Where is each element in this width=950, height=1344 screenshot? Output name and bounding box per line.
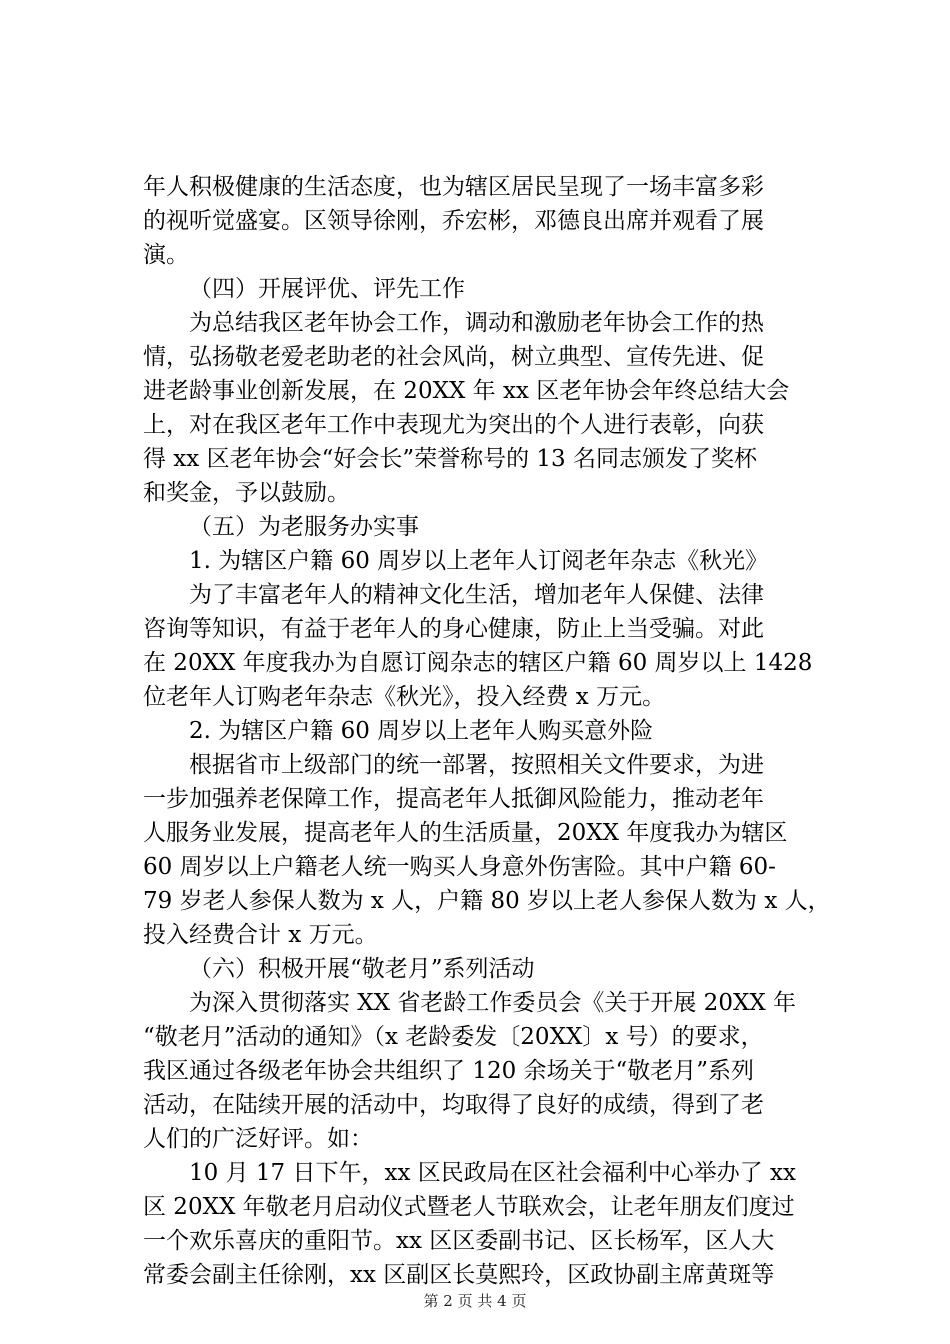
text-line: 为深入贯彻落实 XX 省老龄工作委员会《关于开展 20XX 年 (189, 990, 797, 1016)
text-line: 位老年人订购老年杂志《秋光》，投入经费 x 万元。 (143, 684, 666, 710)
text-line: 人们的广泛好评。如： (143, 1126, 373, 1152)
text-line: 投入经费合计 x 万元。 (143, 922, 378, 948)
text-line: 79 岁老人参保人数为 x 人，户籍 80 岁以上老人参保人数为 x 人， (143, 888, 831, 914)
text-line: 常委会副主任徐刚，xx 区副区长莫熙玲，区政协副主席黄斑等 (143, 1262, 775, 1288)
page-footer: 第 2 页 共 4 页 (423, 1292, 527, 1310)
text-line: 进老龄事业创新发展，在 20XX 年 xx 区老年协会年终总结大会 (143, 378, 790, 404)
subsection-heading: 1. 为辖区户籍 60 周岁以上老年人订阅老年杂志《秋光》 (189, 548, 769, 574)
text-line: 情，弘扬敬老爱老助老的社会风尚，树立典型、宣传先进、促 (143, 344, 764, 370)
text-line: 一个欢乐喜庆的重阳节。xx 区区委副书记、区长杨军，区人大 (143, 1228, 775, 1254)
text-line: 根据省市上级部门的统一部署，按照相关文件要求，为进 (189, 752, 764, 778)
text-line: 10 月 17 日下午，xx 区民政局在区社会福利中心举办了 xx (189, 1160, 796, 1186)
text-line: 咨询等知识，有益于老年人的身心健康，防止上当受骗。对此 (143, 616, 764, 642)
text-line: 为了丰富老年人的精神文化生活，增加老年人保健、法律 (189, 582, 764, 608)
section-heading: （六）积极开展“敬老月”系列活动 (189, 956, 535, 982)
section-heading: （四）开展评优、评先工作 (189, 276, 465, 302)
text-line: 我区通过各级老年协会共组织了 120 余场关于“敬老月”系列 (143, 1058, 755, 1084)
text-line: 一步加强养老保障工作，提高老年人抵御风险能力，推动老年 (143, 786, 764, 812)
text-line: 在 20XX 年度我办为自愿订阅杂志的辖区户籍 60 周岁以上 1428 (143, 650, 813, 676)
text-line: 区 20XX 年敬老月启动仪式暨老人节联欢会，让老年朋友们度过 (143, 1194, 795, 1220)
text-line: 60 周岁以上户籍老人统一购买人身意外伤害险。其中户籍 60- (143, 854, 776, 880)
text-line: 为总结我区老年协会工作，调动和激励老年协会工作的热 (189, 310, 764, 336)
subsection-heading: 2. 为辖区户籍 60 周岁以上老年人购买意外险 (189, 718, 654, 744)
text-line: 演。 (143, 242, 189, 268)
text-line: 和奖金，予以鼓励。 (143, 480, 350, 506)
text-line: 得 xx 区老年协会“好会长”荣誉称号的 13 名同志颁发了奖杯 (143, 446, 757, 472)
text-line: 上，对在我区老年工作中表现尤为突出的个人进行表彰，向获 (143, 412, 764, 438)
section-heading: （五）为老服务办实事 (189, 514, 419, 540)
text-line: 年人积极健康的生活态度，也为辖区居民呈现了一场丰富多彩 (143, 174, 764, 200)
text-line: 活动，在陆续开展的活动中，均取得了良好的成绩，得到了老 (143, 1092, 764, 1118)
text-line: 的视听觉盛宴。区领导徐刚，乔宏彬，邓德良出席并观看了展 (143, 208, 764, 234)
text-line: 人服务业发展，提高老年人的生活质量，20XX 年度我办为辖区 (143, 820, 788, 846)
text-line: “敬老月”活动的通知》（x 老龄委发〔20XX〕x 号）的要求， (143, 1024, 764, 1050)
